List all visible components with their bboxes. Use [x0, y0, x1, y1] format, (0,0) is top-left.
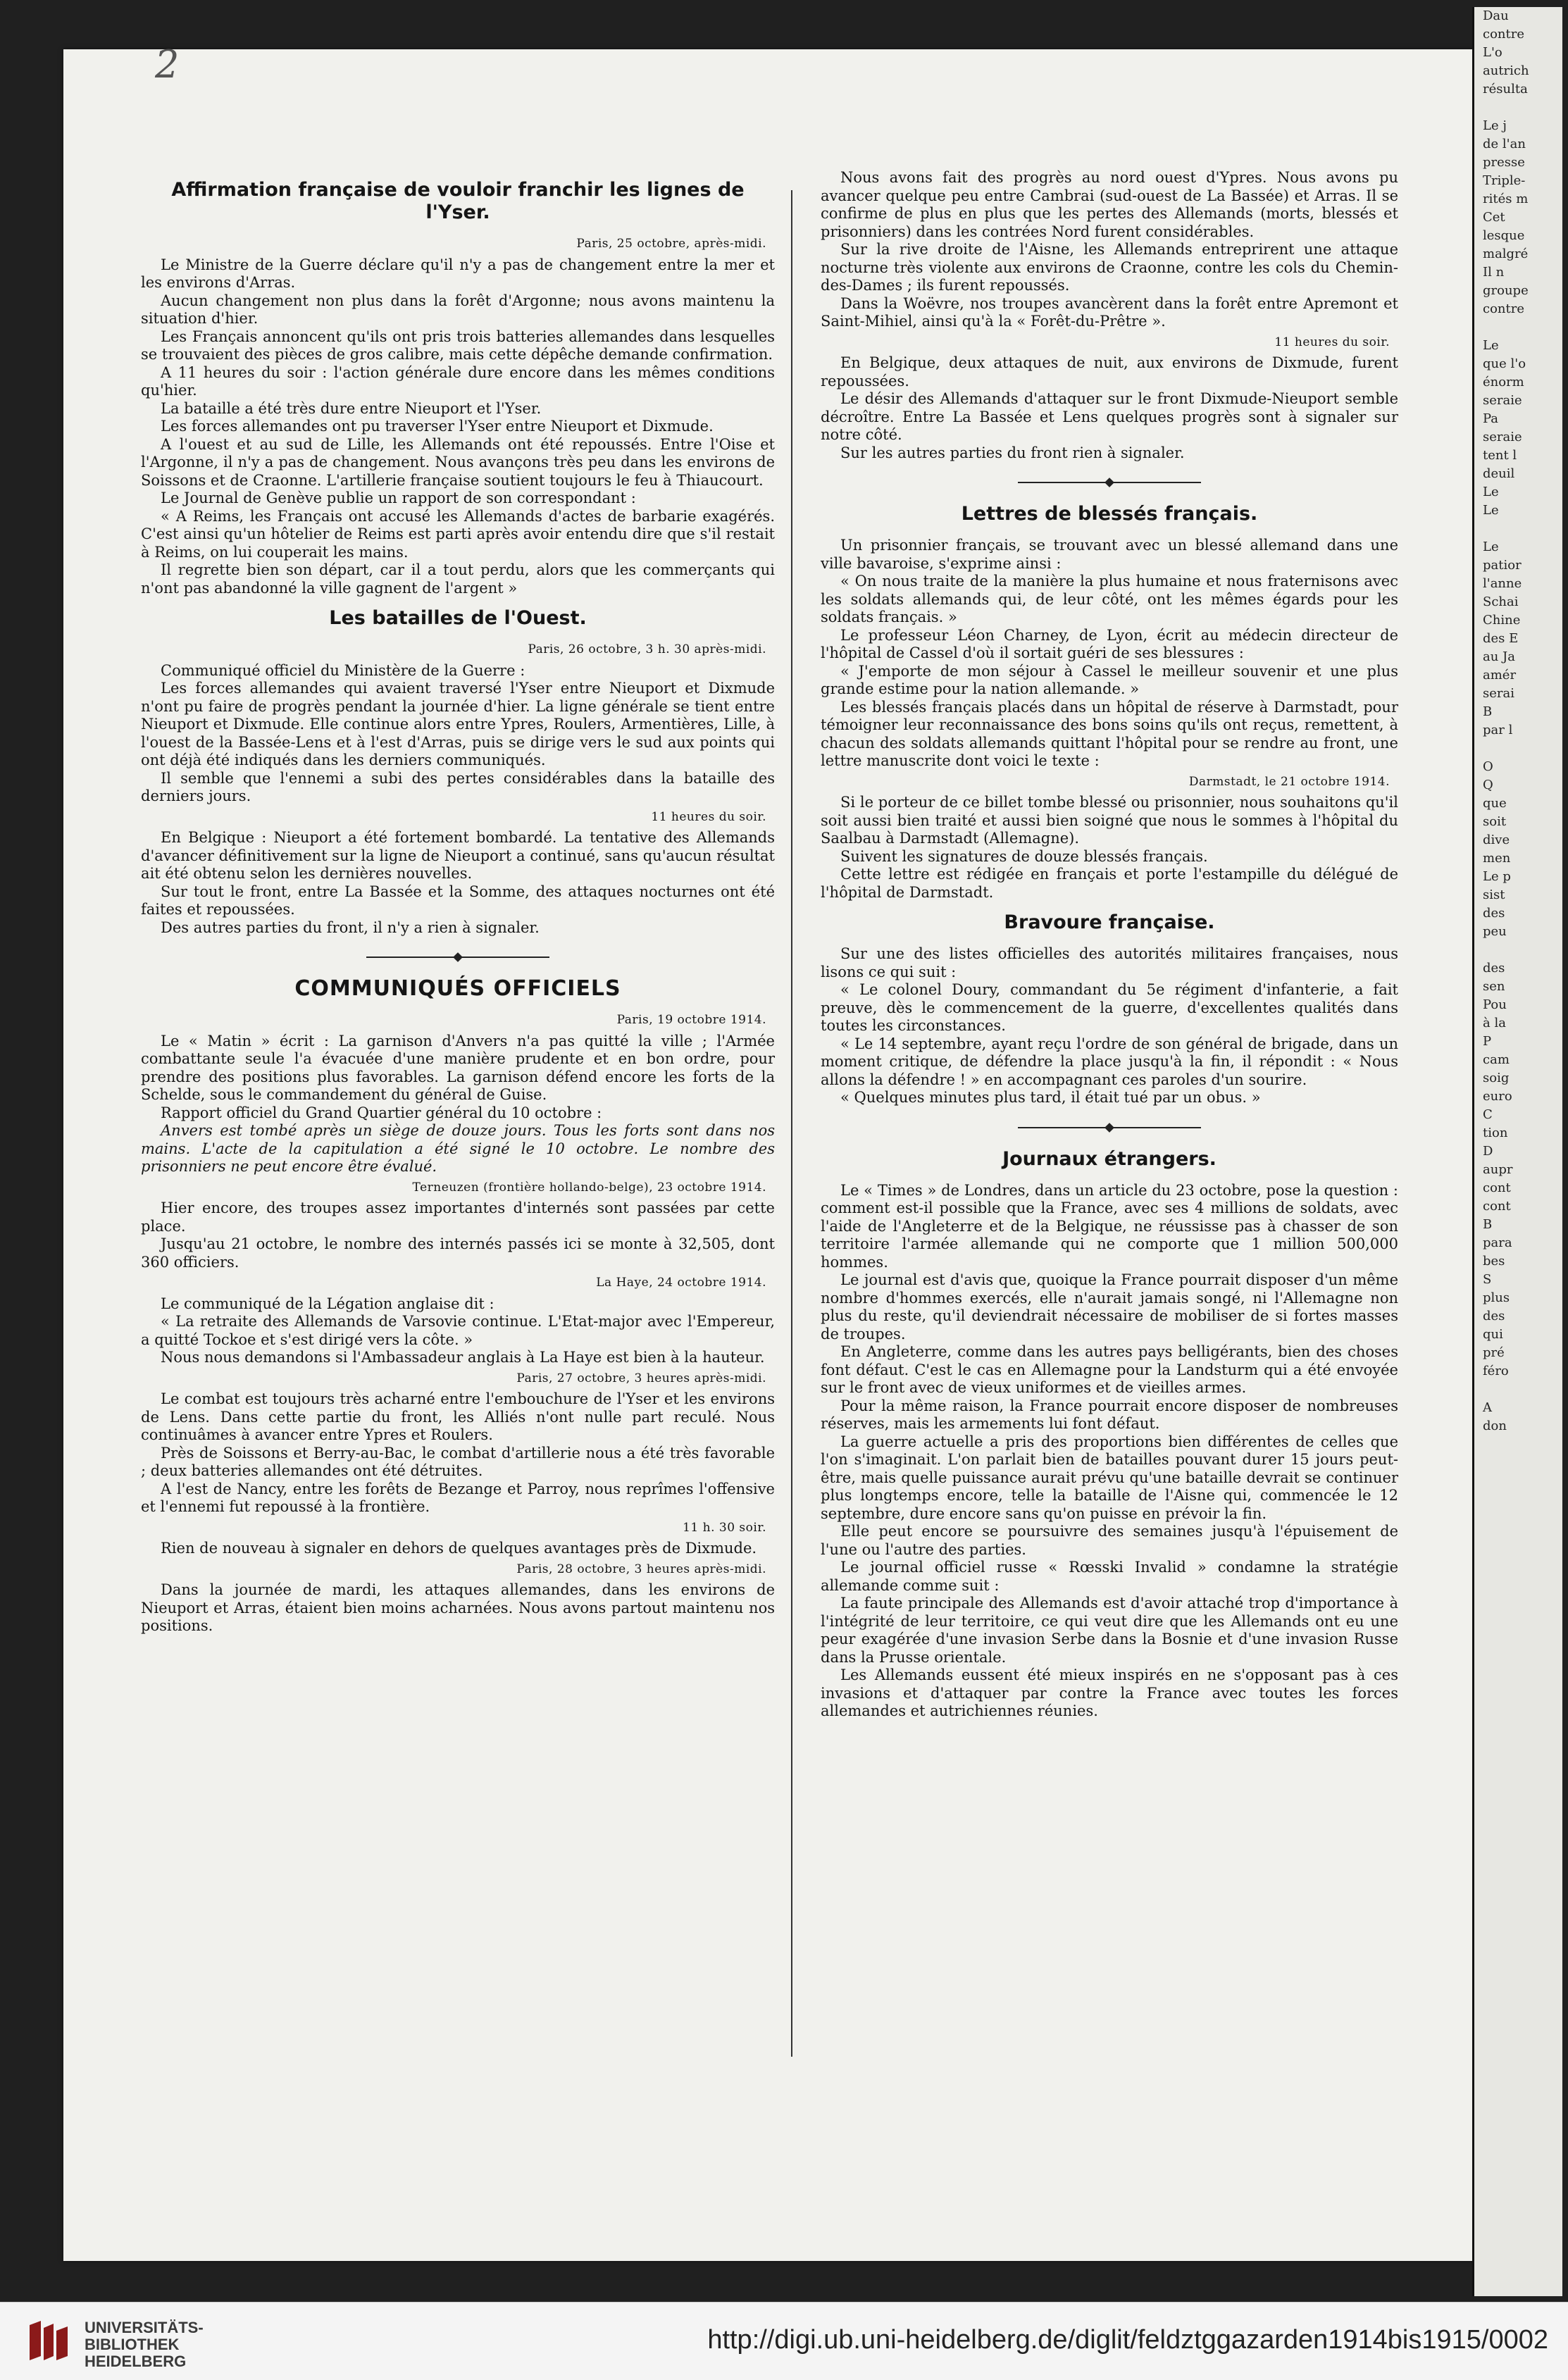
paragraph: Il regrette bien son départ, car il a tout perdu, alors que les commerçants qui n'ont pas abandonné la ville gagnent de l'argent » — [141, 561, 775, 597]
edge-text-fragment: sen — [1483, 979, 1505, 994]
article-body — [821, 945, 1398, 1107]
edge-text-fragment: Pou — [1483, 997, 1507, 1012]
paragraph: Le Journal de Genève publie un rapport de son correspondant : — [161, 490, 636, 506]
paragraph: En Belgique, deux attaques de nuit, aux environs de Dixmude, furent repoussées. — [821, 354, 1398, 390]
dateline: La Haye, 24 octobre 1914. — [596, 1276, 766, 1290]
paragraph: Des autres parties du front, il n'y a rien à signaler. — [161, 918, 540, 936]
edge-text-fragment: des — [1483, 1309, 1505, 1323]
paragraph: « La retraite des Allemands de Varsovie continue. L'Etat-major avec l'Empereur, a quitté Tockoe et s'est dirigé vers la côte. » — [141, 1313, 775, 1348]
edge-text-fragment: Le — [1483, 503, 1499, 518]
edge-text-fragment: féro — [1483, 1364, 1509, 1378]
dateline: Paris, 26 octobre, 3 h. 30 après-midi. — [528, 642, 766, 656]
edge-text-fragment: plus — [1483, 1290, 1510, 1305]
paragraph: Rien de nouveau à signaler en dehors de quelques avantages près de Dixmude. — [161, 1540, 757, 1557]
article-body — [141, 1295, 775, 1367]
section-divider — [1018, 478, 1201, 487]
edge-text-fragment: que l'o — [1483, 356, 1526, 371]
article-body — [821, 1182, 1398, 1721]
edge-text-fragment: au Ja — [1483, 649, 1515, 664]
article-body — [141, 662, 775, 806]
edge-text-fragment: tent l — [1483, 448, 1517, 463]
library-name-line: UNIVERSITÄTS- — [85, 2319, 204, 2336]
edge-text-fragment: para — [1483, 1235, 1512, 1250]
paragraph: Le professeur Léon Charney, de Lyon, écrit au médecin directeur de l'hôpital de Cassel d'où il sortait guéri de ses blessures : — [821, 626, 1398, 661]
edge-text-fragment: O — [1483, 759, 1493, 774]
edge-text-fragment: dive — [1483, 833, 1510, 847]
headline-lettres-blesses: Lettres de blessés français. — [961, 503, 1258, 525]
edge-text-fragment: résulta — [1483, 82, 1528, 96]
dateline: Paris, 19 octobre 1914. — [616, 1013, 766, 1027]
edge-text-fragment: deuil — [1483, 466, 1515, 481]
edge-text-fragment: groupe — [1483, 283, 1529, 298]
document-url-link[interactable]: http://digi.ub.uni-heidelberg.de/diglit/feldztggazarden1914bis1915/0002 — [707, 2325, 1548, 2355]
edge-text-fragment: Le p — [1483, 869, 1511, 884]
edge-text-fragment: A — [1483, 1400, 1492, 1415]
library-footer — [0, 2302, 1568, 2380]
paragraph: Les Allemands eussent été mieux inspirés en ne s'opposant pas à ces invasions et d'attaquer par contre la France avec toutes les forces allemandes et autrichiennes réunies. — [821, 1666, 1398, 1719]
edge-text-fragment: men — [1483, 851, 1511, 866]
paragraph: Près de Soissons et Berry-au-Bac, le combat d'artillerie nous a été très favorable ; deux batteries allemandes ont été détruites. — [141, 1444, 775, 1479]
article-body — [821, 169, 1398, 331]
paragraph: Un prisonnier français, se trouvant avec un blessé allemand dans une ville bavaroise, s'exprime ainsi : — [821, 537, 1398, 572]
edge-text-fragment: presse — [1483, 155, 1525, 170]
edge-text-fragment: don — [1483, 1419, 1507, 1433]
dateline: Darmstadt, le 21 octobre 1914. — [1188, 774, 1390, 789]
dateline: Terneuzen (frontière hollando-belge), 23 octobre 1914. — [412, 1180, 766, 1195]
edge-text-fragment: aupr — [1483, 1162, 1513, 1177]
paragraph: Communiqué officiel du Ministère de la Guerre : — [161, 661, 525, 679]
edge-text-fragment: cont — [1483, 1199, 1511, 1214]
dateline: 11 h. 30 soir. — [683, 1520, 766, 1535]
edge-text-fragment: de l'an — [1483, 137, 1526, 151]
headline-journaux-etrangers: Journaux étrangers. — [1002, 1147, 1217, 1170]
edge-text-fragment: à la — [1483, 1016, 1506, 1030]
dateline: Paris, 25 octobre, après-midi. — [576, 237, 766, 251]
section-divider — [1018, 1123, 1201, 1133]
italic-quote: Anvers est tombé après un siège de douze jours. Tous les forts sont dans nos mains. L'acte de la capitulation a été signé le 10 octobre. Le nombre des prisonniers ne peut encore être évalué. — [141, 1122, 775, 1175]
edge-text-fragment: soit — [1483, 814, 1507, 829]
edge-text-fragment: peu — [1483, 924, 1507, 939]
article-body — [141, 1200, 775, 1271]
article-body — [821, 794, 1398, 902]
paragraph: Les forces allemandes qui avaient traversé l'Yser entre Nieuport et Dixmude n'ont pu faire de progrès pendant la journée d'hier. La ligne générale se tient entre Nieuport et Dixmude. Elle continue alors entre Ypres, Roulers, Armentières, Lille, à l'ouest de la Bassée-Lens et à l'est d'Arras, puis se dirige vers le sud aux points qui ont déjà été indiqués dans les derniers communiqués. — [141, 680, 775, 768]
edge-text-fragment: lesque — [1483, 228, 1525, 243]
university-library-logo — [25, 2318, 72, 2365]
edge-text-fragment — [1474, 941, 1562, 959]
edge-text-fragment: Q — [1483, 778, 1493, 792]
edge-text-fragment: autrich — [1483, 63, 1529, 78]
left-column — [141, 169, 775, 1636]
dateline: Paris, 27 octobre, 3 heures après-midi. — [516, 1371, 766, 1385]
adjacent-page-edge — [1472, 7, 1562, 2296]
edge-text-fragment: Triple- — [1483, 173, 1526, 188]
edge-text-fragment: malgré — [1483, 247, 1529, 261]
paragraph: A l'ouest et au sud de Lille, les Allemands ont été repoussés. Entre l'Oise et l'Argonne, il n'y a pas de changement. Nous avançons très peu dans les environs de Soissons et de Craonne. L'artillerie française soutient toujours le feu à Thiaucourt. — [141, 435, 775, 489]
edge-text-fragment — [1474, 1381, 1562, 1399]
edge-text-fragment — [1474, 740, 1562, 758]
headline-bravoure: Bravoure française. — [1004, 911, 1215, 933]
library-name-line: BIBLIOTHEK — [85, 2336, 180, 2353]
article-body — [821, 354, 1398, 462]
edge-text-fragment: Le j — [1483, 118, 1507, 133]
edge-text-fragment: énorm — [1483, 375, 1524, 390]
edge-text-fragment: serai — [1483, 686, 1514, 701]
paragraph: En Belgique : Nieuport a été fortement bombardé. La tentative des Allemands d'avancer définitivement sur la ligne de Nieuport a continué, sans qu'aucun résultat ait été obtenu selon les dernières nouvelles. — [141, 829, 775, 882]
edge-text-fragment: cam — [1483, 1052, 1510, 1067]
paragraph: Sur les autres parties du front rien à signaler. — [840, 444, 1185, 461]
edge-text-fragment: B — [1483, 1217, 1493, 1232]
paragraph: Le Ministre de la Guerre déclare qu'il n'y a pas de changement entre la mer et les environs d'Arras. — [141, 256, 775, 291]
paragraph: Sur une des listes officielles des autorités militaires françaises, nous lisons ce qui suit : — [821, 945, 1398, 980]
article-body — [141, 1390, 775, 1516]
paragraph: « Le colonel Doury, commandant du 5e régiment d'infanterie, a fait preuve, dès le commencement de la guerre, d'excellentes qualités dans toutes les circonstances. — [821, 981, 1398, 1034]
edge-text-fragment: bes — [1483, 1254, 1505, 1269]
article-body — [141, 1581, 775, 1636]
paragraph: Les blessés français placés dans un hôpital de réserve à Darmstadt, pour témoigner leur reconnaissance des bons soins qu'ils ont reçus, remettent, à chacun des soldats allemands quittant l'hôpital pour se rendre au front, une lettre manuscrite dont voici le texte : — [821, 698, 1398, 769]
paragraph: Pour la même raison, la France pourrait encore disposer de nombreuses réserves, mais les armements lui font défaut. — [821, 1397, 1398, 1432]
edge-text-fragment: Le — [1483, 540, 1499, 554]
paragraph: Le journal officiel russe « Rœsski Invalid » condamne la stratégie allemande comme suit : — [821, 1559, 1398, 1594]
dateline: Paris, 28 octobre, 3 heures après-midi. — [516, 1562, 766, 1576]
paragraph: Il semble que l'ennemi a subi des pertes considérables dans la bataille des derniers jours. — [141, 769, 775, 804]
paragraph: Le journal est d'avis que, quoique la France pourrait disposer d'un même nombre d'hommes exercés, elle n'aurait jamais songé, ni l'Allemagne non plus du reste, qu'il deviendrait nécessaire de mobiliser de si fortes masses de troupes. — [821, 1271, 1398, 1342]
edge-text-fragment: contre — [1483, 301, 1525, 316]
column-divider — [791, 190, 792, 2057]
edge-text-fragment: rités m — [1483, 192, 1529, 206]
paragraph: Nous nous demandons si l'Ambassadeur anglais à La Haye est bien à la hauteur. — [161, 1349, 765, 1366]
article-body — [141, 1033, 775, 1123]
edge-text-fragment: seraie — [1483, 393, 1522, 408]
edge-text-fragment: qui — [1483, 1327, 1503, 1342]
edge-text-fragment: que — [1483, 796, 1507, 811]
paragraph: La guerre actuelle a pris des proportions bien différentes de celles que l'on s'imaginait. L'on parlait bien de batailles pouvant durer 15 jours peut-être, mais quelle puissance aurait prévu qu'une bataille devrait se continuer plus longtemps encore, telle la bataille de l'Aisne qui, commencée le 12 septembre, dure encore sans qu'on puisse en prévoir la fin. — [821, 1433, 1398, 1522]
edge-text-fragment: L'o — [1483, 45, 1502, 60]
paragraph: Jusqu'au 21 octobre, le nombre des internés passés ici se monte à 32,505, dont 360 officiers. — [141, 1235, 775, 1271]
edge-text-fragment: amér — [1483, 668, 1517, 683]
paragraph: « Quelques minutes plus tard, il était tué par un obus. » — [840, 1089, 1261, 1106]
paragraph: A l'est de Nancy, entre les forêts de Bezange et Parroy, nous reprîmes l'offensive et l'ennemi fut repoussé à la frontière. — [141, 1480, 775, 1515]
edge-text-fragment: soig — [1483, 1071, 1510, 1085]
edge-text-fragment: Schai — [1483, 594, 1519, 609]
paragraph: La bataille a été très dure entre Nieuport et l'Yser. — [161, 399, 542, 417]
paragraph: Sur la rive droite de l'Aisne, les Allemands entreprirent une attaque nocturne très violente aux environs de Craonne, contre les cols du Chemin-des-Dames ; ils furent repoussés. — [821, 241, 1398, 294]
article-body — [821, 537, 1398, 771]
edge-text-fragment: patior — [1483, 558, 1522, 573]
edge-text-fragment: sist — [1483, 887, 1505, 902]
edge-text-fragment: C — [1483, 1107, 1493, 1122]
edge-text-fragment: B — [1483, 704, 1493, 719]
paragraph: Aucun changement non plus dans la forêt d'Argonne; nous avons maintenu la situation d'hier. — [141, 292, 775, 327]
paragraph: Elle peut encore se poursuivre des semaines jusqu'à l'épuisement de l'une ou l'autre des parties. — [821, 1523, 1398, 1558]
page-number: 2 — [155, 42, 180, 87]
right-column — [821, 169, 1398, 1721]
paragraph: Le combat est toujours très acharné entre l'embouchure de l'Yser et les environs de Lens. Dans cette partie du front, les Alliés n'ont nulle part reculé. Nous continuâmes à avancer entre Ypres et Roulers. — [141, 1390, 775, 1443]
edge-text-fragment — [1474, 99, 1562, 117]
edge-text-fragment: contre — [1483, 27, 1525, 42]
edge-text-fragment: Il n — [1483, 265, 1505, 280]
paragraph: Hier encore, des troupes assez importantes d'internés sont passées par cette place. — [141, 1200, 775, 1235]
edge-text-fragment: Le — [1483, 338, 1499, 353]
paragraph: Si le porteur de ce billet tombe blessé ou prisonnier, nous souhaitons qu'il soit aussi bien traité et aussi bien soigné que nous le sommes à l'hôpital du Saalbau à Darmstadt (Allemagne). — [821, 794, 1398, 847]
paragraph: Rapport officiel du Grand Quartier général du 10 octobre : — [161, 1104, 602, 1121]
edge-text-fragment: par l — [1483, 723, 1513, 737]
edge-text-fragment — [1474, 520, 1562, 538]
paragraph: Les Français annoncent qu'ils ont pris trois batteries allemandes dans lesquelles se trouvaient des pièces de gros calibre, mais cette dépêche demande confirmation. — [141, 328, 775, 363]
paragraph: Le « Matin » écrit : La garnison d'Anvers n'a pas quitté la ville ; l'Armée combattante seule l'a évacuée d'une manière prudente et en bon ordre, pour prendre des positions plus favorables. La garnison défend encore les forts de la Schelde, sous le commandement du général de Guise. — [141, 1032, 775, 1103]
paragraph: « Le 14 septembre, ayant reçu l'ordre de son général de brigade, dans un moment critique, de défendre la place jusqu'à la fin, il répondit : « Nous allons la défendre ! » en accompagnant ces paroles d'un sourire. — [821, 1035, 1398, 1088]
edge-text-fragment — [1474, 318, 1562, 337]
paragraph: A 11 heures du soir : l'action générale dure encore dans les mêmes conditions qu'hier. — [141, 363, 775, 399]
edge-text-fragment: Chine — [1483, 613, 1521, 628]
paragraph: Les forces allemandes ont pu traverser l'Yser entre Nieuport et Dixmude. — [161, 418, 714, 435]
article-body — [141, 256, 775, 598]
edge-text-fragment: S — [1483, 1272, 1492, 1287]
library-name-line: HEIDELBERG — [85, 2353, 187, 2370]
edge-text-fragment: pré — [1483, 1345, 1505, 1360]
section-divider — [366, 952, 549, 962]
paragraph: Le désir des Allemands d'attaquer sur le front Dixmude-Nieuport semble décroître. Entre La Bassée et Lens quelques progrès sont à signaler sur notre côté. — [821, 390, 1398, 443]
edge-text-fragment: des — [1483, 906, 1505, 921]
paragraph: En Angleterre, comme dans les autres pays belligérants, bien des choses font défaut. C'est le cas en Allemagne pour la Landsturm qui a été envoyée sur le front avec de vieux uniformes et de vieilles armes. — [821, 1343, 1398, 1396]
paragraph: « A Reims, les Français ont accusé les Allemands d'actes de barbarie exagérés. C'est ainsi qu'un hôtelier de Reims est parti après avoir entendu dire que s'il restait à Reims, on lui couperait les mains. — [141, 507, 775, 561]
paragraph: « J'emporte de mon séjour à Cassel le meilleur souvenir et une plus grande estime pour la nation allemande. » — [821, 662, 1398, 697]
article-body — [141, 1540, 775, 1558]
edge-text-fragment: seraie — [1483, 430, 1522, 444]
paragraph: Dans la Woëvre, nos troupes avancèrent dans la forêt entre Apremont et Saint-Mihiel, ainsi qu'à la « Forêt-du-Prêtre ». — [821, 294, 1398, 330]
dateline: 11 heures du soir. — [651, 809, 766, 824]
headline-batailles-ouest: Les batailles de l'Ouest. — [329, 607, 587, 629]
edge-text-fragment: Pa — [1483, 411, 1499, 426]
edge-text-fragment: Cet — [1483, 210, 1505, 225]
paragraph: Dans la journée de mardi, les attaques allemandes, dans les environs de Nieuport et Arras, étaient bien moins acharnées. Nous avons partout maintenu nos positions. — [141, 1581, 775, 1634]
edge-text-fragment: Dau — [1483, 8, 1509, 23]
paragraph: Suivent les signatures de douze blessés français. — [840, 847, 1208, 865]
edge-text-fragment: Le — [1483, 485, 1499, 499]
edge-text-fragment: des E — [1483, 631, 1519, 646]
headline-communiques: COMMUNIQUÉS OFFICIELS — [294, 976, 621, 1001]
paragraph: La faute principale des Allemands est d'avoir attaché trop d'importance à l'intégrité de leur territoire, ce qui veut dire que les Allemands ont eu une peur exagérée d'une invasion Serbe dans la Bosnie et d'une invasion Russe dans la Prusse orientale. — [821, 1595, 1398, 1666]
edge-text-fragment: l'anne — [1483, 576, 1522, 591]
paragraph: Cette lettre est rédigée en français et porte l'estampille du délégué de l'hôpital de Darmstadt. — [821, 866, 1398, 901]
library-name — [85, 2319, 204, 2370]
dateline: 11 heures du soir. — [1274, 335, 1390, 349]
article-body — [141, 829, 775, 937]
paragraph: Le communiqué de la Légation anglaise dit : — [161, 1295, 494, 1312]
paragraph: Nous avons fait des progrès au nord ouest d'Ypres. Nous avons pu avancer quelque peu entre Cambrai (sud-ouest de La Bassée) et Arras. Il se confirme de plus en plus que les pertes des Allemands (morts, blessés et prisonniers) dans les contrées Nord furent considérables. — [821, 169, 1398, 240]
headline-yser: Affirmation française de vouloir franchir les lignes de l'Yser. — [171, 179, 745, 223]
edge-text-fragment: des — [1483, 961, 1505, 976]
paragraph: « On nous traite de la manière la plus humaine et nous fraternisons avec les soldats allemands qui, de leur côté, ont les mêmes égards pour les soldats français. » — [821, 573, 1398, 625]
edge-text-fragment: tion — [1483, 1126, 1508, 1140]
edge-text-fragment: D — [1483, 1144, 1493, 1159]
edge-text-fragment: euro — [1483, 1089, 1512, 1104]
paragraph: Sur tout le front, entre La Bassée et la Somme, des attaques nocturnes ont été faites et repoussées. — [141, 883, 775, 918]
edge-text-fragment: P — [1483, 1034, 1492, 1049]
edge-text-fragment: cont — [1483, 1180, 1511, 1195]
paragraph: Le « Times » de Londres, dans un article du 23 octobre, pose la question : comment est-il possible que la France, avec ses 4 millions de soldats, avec l'aide de l'Angleterre et de la Belgique, ne réussisse pas à chasser de son territoire l'armée allemande qui ne comporte que 1 million 500,000 hommes. — [821, 1181, 1398, 1271]
